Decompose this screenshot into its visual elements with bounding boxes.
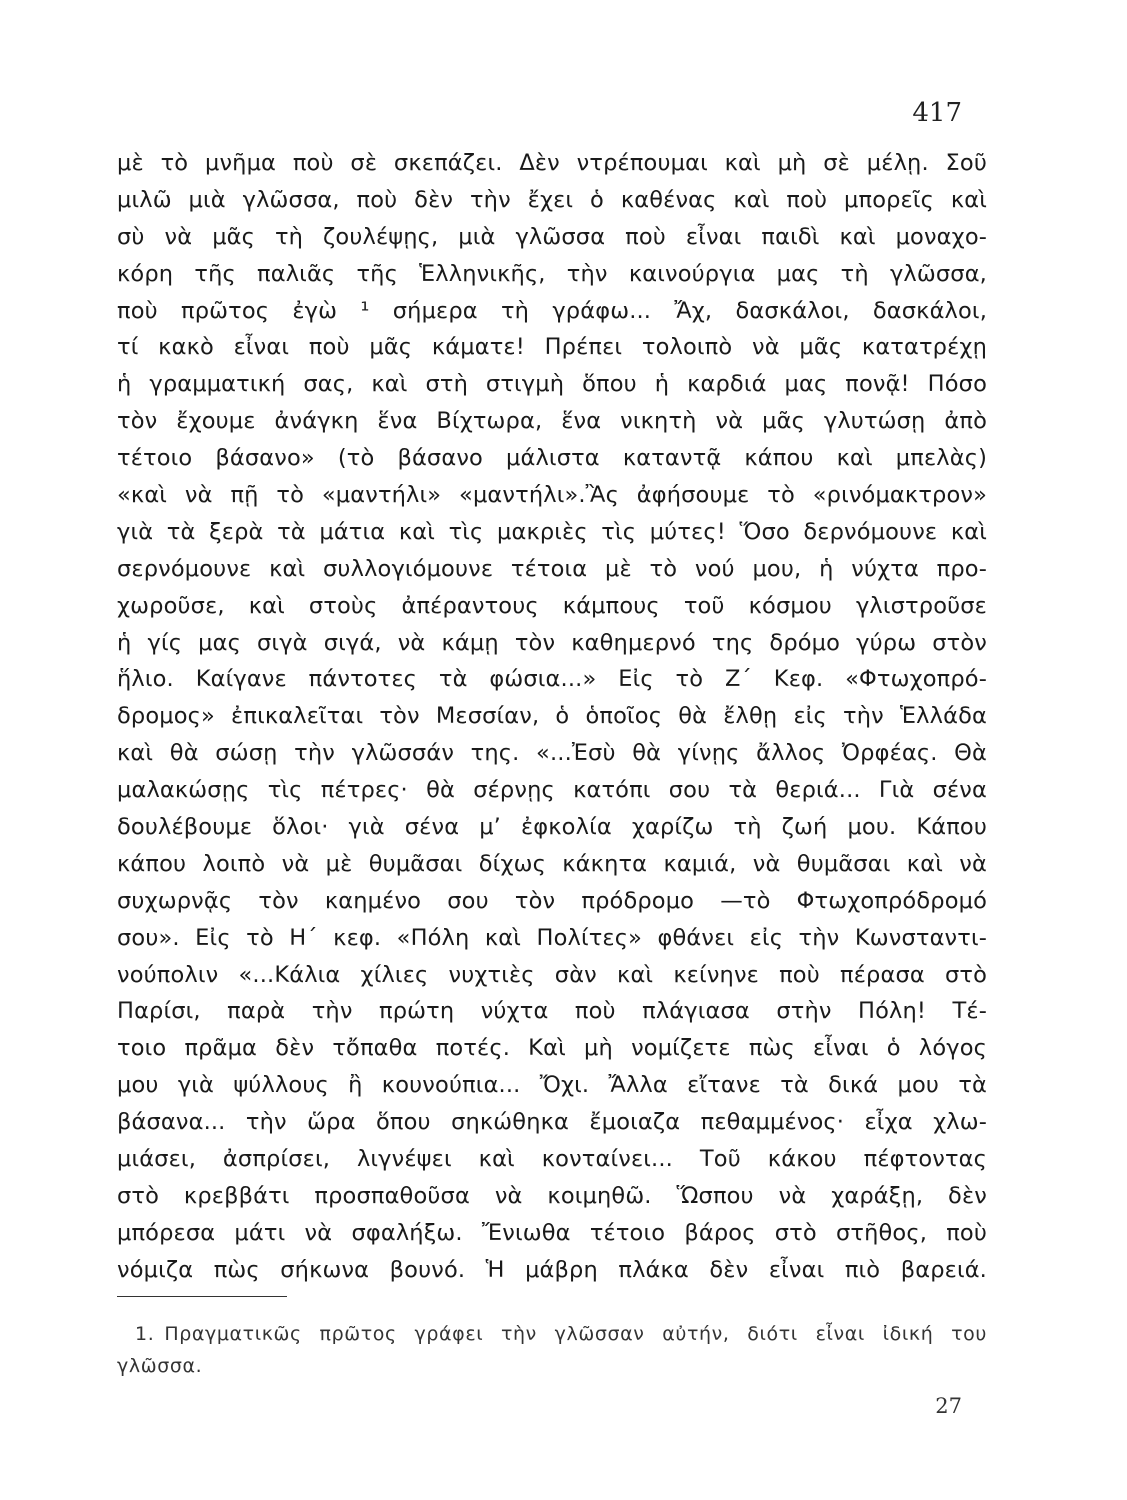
footnote-text: Πραγματικῶς πρῶτος γράφει τὴν γλῶσσαν αὐτήν, διότι εἶναι ἰδική του	[164, 1323, 987, 1345]
text-line: μου γιὰ ψύλλους ἢ κουνούπια... Ὄχι. Ἄλλα εἴτανε τὰ δικά μου τὰ	[117, 1072, 987, 1099]
text-line: νούπολιν «...Κάλια χίλιες νυχτιὲς σὰν καὶ κείνηνε ποὺ πέρασα στὸ	[117, 961, 987, 988]
text-line: τέτοιο βάσανο» (τὸ βάσανο μάλιστα καταντᾷ κάπου καὶ μπελὰς)	[117, 445, 987, 472]
text-line: σὺ νὰ μᾶς τὴ ζουλέψῃς, μιὰ γλῶσσα ποὺ εἶναι παιδὶ καὶ μοναχο-	[117, 223, 987, 250]
text-line: γιὰ τὰ ξερὰ τὰ μάτια καὶ τὶς μακριὲς τὶς μύτες! Ὅσο δερνόμουνε καὶ	[117, 518, 987, 545]
text-line: μιάσει, ἀσπρίσει, λιγνέψει καὶ κονταίνει... Τοῦ κάκου πέφτοντας	[117, 1146, 987, 1173]
text-line: τοιο πρᾶμα δὲν τὄπαθα ποτές. Καὶ μὴ νομίζετε πὼς εἶναι ὁ λόγος	[117, 1035, 987, 1062]
text-line: στὸ κρεββάτι προσπαθοῦσα νὰ κοιμηθῶ. Ὥσπου νὰ χαράξῃ, δὲν	[117, 1182, 987, 1209]
footnote-divider	[117, 1296, 287, 1297]
text-line: μὲ τὸ μνῆμα ποὺ σὲ σκεπάζει. Δὲν ντρέπουμαι καὶ μὴ σὲ μέλῃ. Σοῦ	[117, 150, 987, 176]
text-line: καὶ θὰ σώσῃ τὴν γλῶσσάν της. «...Ἐσὺ θὰ γίνῃς ἄλλος Ὀρφέας. Θὰ	[117, 740, 987, 767]
text-line: μαλακώσῃς τὶς πέτρες· θὰ σέρνῃς κατόπι σου τὰ θεριά... Γιὰ σένα	[117, 777, 987, 804]
text-line: συχωρνᾷς τὸν καημένο σου τὸν πρόδρομο —τὸ Φτωχοπρόδρομό	[117, 887, 987, 914]
text-line: κάπου λοιπὸ νὰ μὲ θυμᾶσαι δίχως κάκητα καμιά, νὰ θυμᾶσαι καὶ νὰ	[117, 850, 987, 877]
text-line: σερνόμουνε καὶ συλλογιόμουνε τέτοια μὲ τὸ νού μου, ἡ νύχτα προ-	[117, 555, 987, 582]
page-number-bottom: 27	[935, 1394, 962, 1418]
text-line: ἥλιο. Καίγανε πάντοτες τὰ φώσια...» Εἰς τὸ Ζ΄ Κεφ. «Φτωχοπρό-	[117, 666, 987, 693]
footnote-line: γλῶσσα.	[117, 1355, 203, 1377]
footnote	[117, 1318, 987, 1382]
text-line: μιλῶ μιὰ γλῶσσα, ποὺ δὲν τὴν ἔχει ὁ καθένας καὶ ποὺ μπορεῖς καὶ	[117, 186, 987, 213]
text-line: τὸν ἔχουμε ἀνάγκη ἕνα Βίχτωρα, ἕνα νικητὴ νὰ μᾶς γλυτώσῃ ἀπὸ	[117, 408, 987, 435]
text-line: δρομος» ἐπικαλεῖται τὸν Μεσσίαν, ὁ ὁποῖος θὰ ἔλθῃ εἰς τὴν Ἑλλάδα	[117, 703, 987, 730]
text-line: ἡ γίς μας σιγὰ σιγά, νὰ κάμῃ τὸν καθημερνό της δρόμο γύρω στὸν	[117, 629, 987, 656]
page-number-top: 417	[912, 98, 962, 128]
text-line: τί κακὸ εἶναι ποὺ μᾶς κάματε! Πρέπει τολοιπὸ νὰ μᾶς κατατρέχῃ	[117, 334, 987, 361]
footnote-marker: 1.	[135, 1323, 155, 1345]
text-line: δουλέβουμε ὅλοι· γιὰ σένα μ’ ἐφκολία χαρίζω τὴ ζωή μου. Κάπου	[117, 814, 987, 841]
text-line: Παρίσι, παρὰ τὴν πρώτη νύχτα ποὺ πλάγιασα στὴν Πόλη! Τέ-	[117, 998, 987, 1025]
text-line: ἡ γραμματική σας, καὶ στὴ στιγμὴ ὅπου ἡ καρδιά μας πονᾷ! Πόσο	[117, 371, 987, 398]
text-line: βάσανα... τὴν ὥρα ὅπου σηκώθηκα ἔμοιαζα πεθαμμένος· εἶχα χλω-	[117, 1109, 987, 1136]
text-line: κόρη τῆς παλιᾶς τῆς Ἑλληνικῆς, τὴν καινούργια μας τὴ γλῶσσα,	[117, 260, 987, 287]
text-line: «καὶ νὰ πῇ τὸ «μαντήλι» «μαντήλι».Ἂς ἀφήσουμε τὸ «ρινόμακτρον»	[117, 482, 987, 509]
text-line: χωροῦσε, καὶ στοὺς ἀπέραντους κάμπους τοῦ κόσμου γλιστροῦσε	[117, 592, 987, 619]
text-line: σου». Εἰς τὸ Η΄ κεφ. «Πόλη καὶ Πολίτες» φθάνει εἰς τὴν Κωνσταντι-	[117, 924, 987, 951]
text-line: μπόρεσα μάτι νὰ σφαλήξω. Ἔνιωθα τέτοιο βάρος στὸ στῆθος, ποὺ	[117, 1219, 987, 1246]
footnote-line	[117, 1318, 987, 1350]
body-text	[117, 145, 987, 1289]
text-line: ποὺ πρῶτος ἐγὼ ¹ σήμερα τὴ γράφω... Ἄχ, δασκάλοι, δασκάλοι,	[117, 297, 987, 324]
text-line: νόμιζα πὼς σήκωνα βουνό. Ἡ μάβρη πλάκα δὲν εἶναι πιὸ βαρειά.	[117, 1256, 987, 1283]
